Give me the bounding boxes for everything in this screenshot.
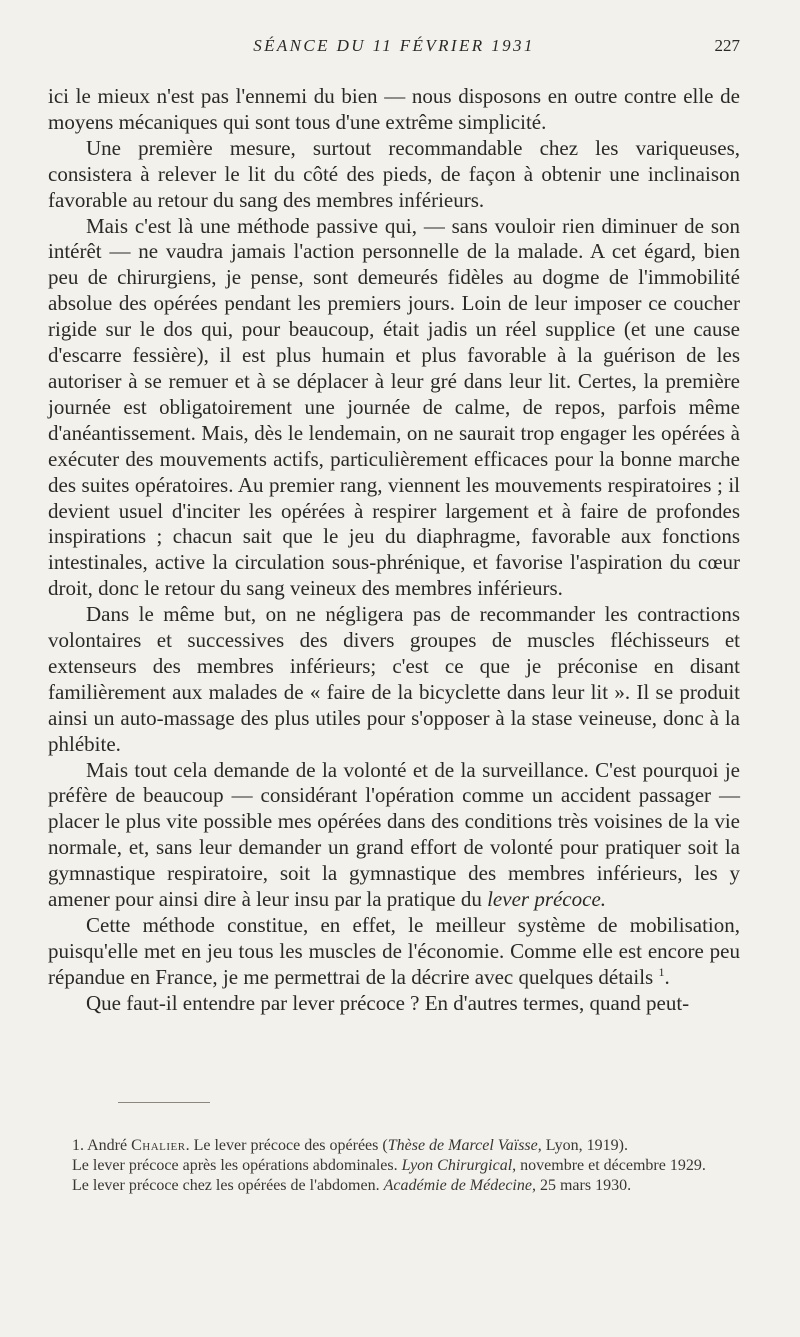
footnote-2-italic: Lyon Chirurgical xyxy=(401,1157,513,1175)
footnote-3-text: Le lever précoce chez les opérées de l'abdomen. xyxy=(72,1177,384,1195)
paragraph-6 xyxy=(48,913,740,991)
footnote-1-end: , Lyon, 1919). xyxy=(537,1137,628,1154)
footnotes xyxy=(48,1136,740,1197)
running-title: SÉANCE DU 11 FÉVRIER 1931 xyxy=(253,36,535,55)
paragraph-7: Que faut-il entendre par lever précoce ? En d'autres termes, quand peut- xyxy=(86,990,690,1015)
footnote-1-italic: Thèse de Marcel Vaïsse xyxy=(387,1137,538,1154)
page-header xyxy=(48,36,740,62)
body-text xyxy=(48,84,740,1017)
paragraph-2: Une première mesure, surtout recommandable chez les variqueuses, consistera à relever le lit du côté des pieds, de façon à obtenir une inclinaison favorable au retour du sang des membres inférieurs. xyxy=(48,135,740,212)
footnote-rule xyxy=(118,1102,210,1103)
footnote-1-author: André xyxy=(87,1137,132,1154)
paragraph-3: Mais c'est là une méthode passive qui, — sans vouloir rien diminuer de son intérêt — ne vaudra jamais l'action personnelle de la malade. A cet égard, bien peu de chirurgiens, je pense, sont demeurés fidèles au dogme de l'immobilité absolue des opérées pendant les premiers jours. Loin de leur imposer ce coucher rigide sur le dos qui, pour beaucoup, était jadis un réel supplice (et une cause d'escarre fessière), il est plus humain et plus favorable à la guérison de les autoriser à se remuer et à se déplacer à leur gré dans leur lit. Certes, la première journée est obligatoirement une journée de calme, de repos, parfois même d'anéantissement. Mais, dès le lendemain, on ne saurait trop engager les opérées à exécuter des mouvements actifs, particulièrement efficaces pour la bonne marche des suites opératoires. Au premier rang, viennent les mouvements respiratoires ; il devient usuel d'inciter les opérées à respirer largement et à faire de profondes inspirations ; chacun sait que le jeu du diaphragme, favorable aux fonctions intestinales, active la circulation sous-phrénique, et favorise l'aspiration du cœur droit, donc le retour du sang veineux des membres inférieurs. xyxy=(48,213,740,601)
paragraph-6-end: . xyxy=(664,964,670,989)
footnote-2-text: Le lever précoce après les opérations abdominales. xyxy=(72,1157,402,1175)
paragraph-5-text: Mais tout cela demande de la volonté et de la surveillance. C'est pourquoi je préfère de beaucoup — considérant l'opération comme un accident passager — placer le plus vite possible mes opérées dans des conditions très voisines de la vie normale, et, sans leur demander un grand effort de volonté pour pratiquer soit la gymnastique respiratoire, soit la gymnastique des membres inférieurs, les y amener pour ainsi dire à leur insu par la pratique du xyxy=(48,757,740,912)
footnote-3 xyxy=(48,1176,740,1196)
footnote-1 xyxy=(48,1136,740,1156)
paragraph-1: ici le mieux n'est pas l'ennemi du bien — nous disposons en outre contre elle de moyens mécaniques qui sont tous d'une extrême simplicité. xyxy=(48,84,740,134)
emphasis-lever-precoce: lever précoce. xyxy=(487,887,607,912)
page-number: 227 xyxy=(714,36,740,55)
footnote-2-end: , novembre et décembre 1929. xyxy=(512,1157,706,1175)
paragraph-5 xyxy=(48,758,740,913)
footnote-3-italic: Académie de Médecine xyxy=(383,1177,532,1195)
paragraph-6-text: Cette méthode constitue, en effet, le meilleur système de mobilisation, puisqu'elle met en jeu tous les muscles de l'économie. Comme elle est encore peu répandue en France, je me permettrai de la décrire avec quelques détails xyxy=(48,913,740,989)
footnote-1-text: . Le lever précoce des opérées ( xyxy=(185,1137,388,1154)
footnote-1-author-surname: Chalier xyxy=(131,1137,186,1154)
footnote-2 xyxy=(48,1156,740,1176)
footnote-reference: 1 xyxy=(658,964,665,979)
footnote-1-number: 1. xyxy=(72,1137,84,1154)
footnote-3-end: , 25 mars 1930. xyxy=(531,1177,632,1195)
paragraph-4: Dans le même but, on ne négligera pas de recommander les contractions volontaires et successives des divers groupes de muscles fléchisseurs et extenseurs des membres inférieurs; c'est ce que je préconise en disant familièrement aux malades de « faire de la bicyclette dans leur lit ». Il se produit ainsi un auto-massage des plus utiles pour s'opposer à la stase veineuse, donc à la phlébite. xyxy=(48,602,740,756)
